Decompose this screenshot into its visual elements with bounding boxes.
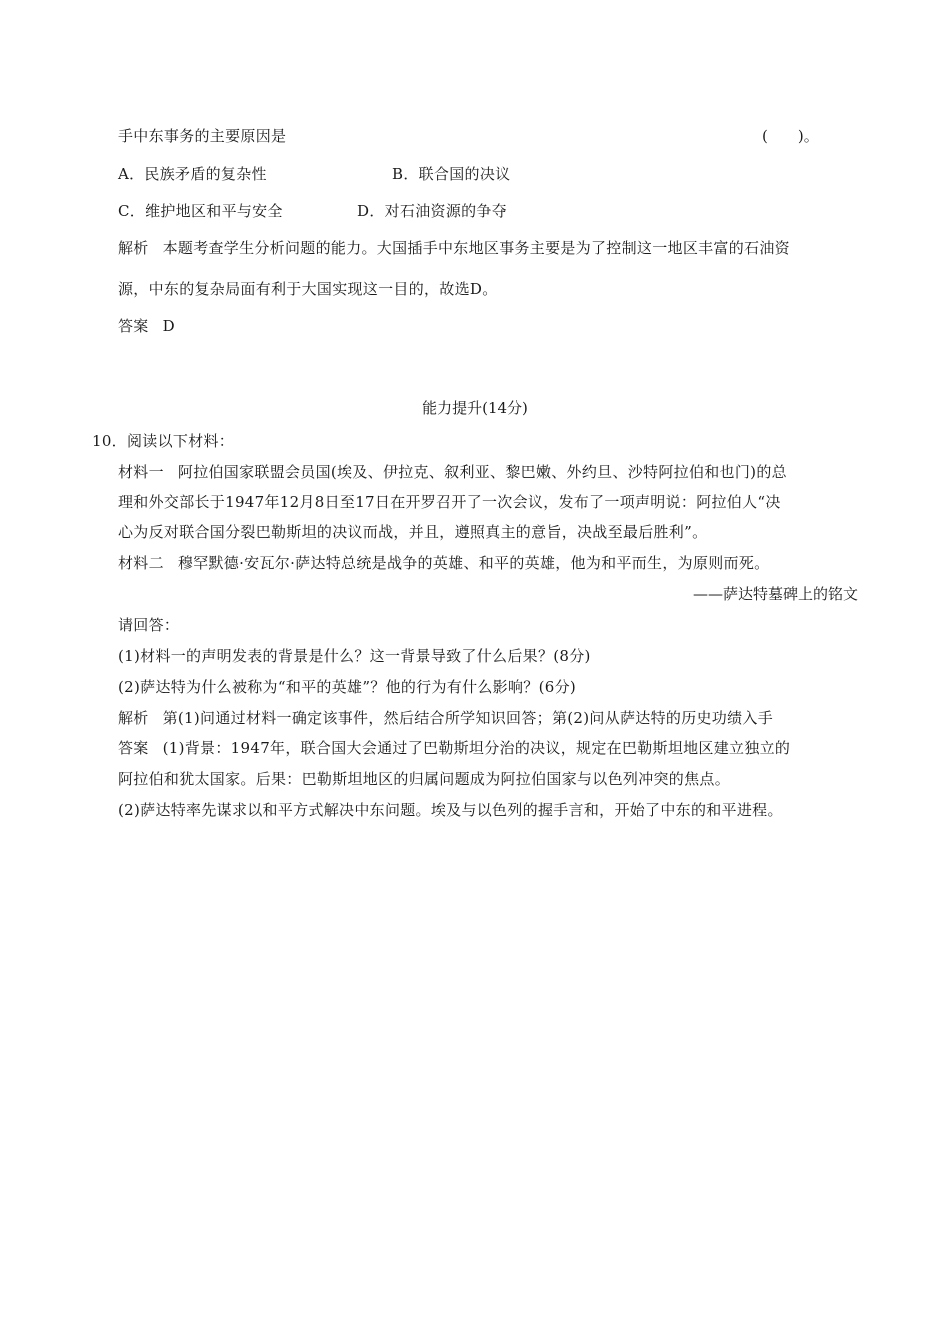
- q10-analysis: [118, 708, 773, 728]
- q10-material1-line3: 心为反对联合国分裂巴勒斯坦的决议而战，并且，遵照真主的意旨，决战至最后胜利”。: [118, 523, 708, 541]
- q9-option-a: A．民族矛盾的复杂性: [118, 165, 267, 183]
- q10-answer-line2: 阿拉伯和犹太国家。后果：巴勒斯坦地区的归属问题成为阿拉伯国家与以色列冲突的焦点。: [118, 770, 731, 788]
- q9-option-b: B．联合国的决议: [392, 165, 511, 183]
- q9-stem-tail: 手中东事务的主要原因是: [118, 127, 287, 145]
- q10-stem: 10．阅读以下材料：: [92, 432, 235, 450]
- q9-analysis-line2: 源，中东的复杂局面有利于大国实现这一目的，故选D。: [118, 280, 498, 298]
- q10-answer-label: 答案: [118, 739, 149, 757]
- q9-analysis-line1: [118, 238, 790, 258]
- q10-material1-label: 材料一: [118, 463, 164, 481]
- section-title: 能力提升(14分): [422, 399, 528, 417]
- q10-material2-text: 穆罕默德·安瓦尔·萨达特总统是战争的英雄、和平的英雄，他为和平而生，为原则而死。: [177, 554, 770, 572]
- q9-option-d: D．对石油资源的争夺: [357, 202, 508, 220]
- q9-answer-label: 答案: [118, 317, 149, 335]
- q9-answer: [118, 316, 175, 336]
- q10-sub2: (2)萨达特为什么被称为“和平的英雄”？他的行为有什么影响？(6分): [118, 678, 577, 696]
- q10-material2-label: 材料二: [118, 554, 164, 572]
- q9-analysis-label: 解析: [118, 239, 149, 257]
- q10-material2-source: ——萨达特墓碑上的铭文: [692, 585, 858, 603]
- q10-material1-line1: [118, 462, 787, 482]
- q10-sub1: (1)材料一的声明发表的背景是什么？这一背景导致了什么后果？(8分): [118, 647, 591, 665]
- q10-material1-line2: 理和外交部长于1947年12月8日至17日在开罗召开了一次会议，发布了一项声明说：阿拉伯人“决: [118, 493, 781, 511]
- q9-answer-value: D: [162, 317, 175, 335]
- q10-prompt: 请回答：: [118, 616, 180, 634]
- q9-option-c: C．维护地区和平与安全: [118, 202, 283, 220]
- q9-analysis-text1: 本题考查学生分析问题的能力。大国插手中东地区事务主要是为了控制这一地区丰富的石油资: [162, 239, 790, 257]
- q10-material1-text1: 阿拉伯国家联盟会员国(埃及、伊拉克、叙利亚、黎巴嫩、外约旦、沙特阿拉伯和也门)的总: [177, 463, 787, 481]
- q10-material2: [118, 553, 769, 573]
- q9-answer-bracket: ( )。: [762, 127, 819, 145]
- q10-answer-line3: (2)萨达特率先谋求以和平方式解决中东问题。埃及与以色列的握手言和，开始了中东的和平进程。: [118, 801, 783, 819]
- q10-analysis-label: 解析: [118, 709, 149, 727]
- q10-answer-line1: [118, 738, 790, 758]
- q10-analysis-text: 第(1)问通过材料一确定该事件，然后结合所学知识回答；第(2)问从萨达特的历史功绩入手: [162, 709, 774, 727]
- q10-answer-text1: (1)背景：1947年，联合国大会通过了巴勒斯坦分治的决议，规定在巴勒斯坦地区建立独立的: [162, 739, 791, 757]
